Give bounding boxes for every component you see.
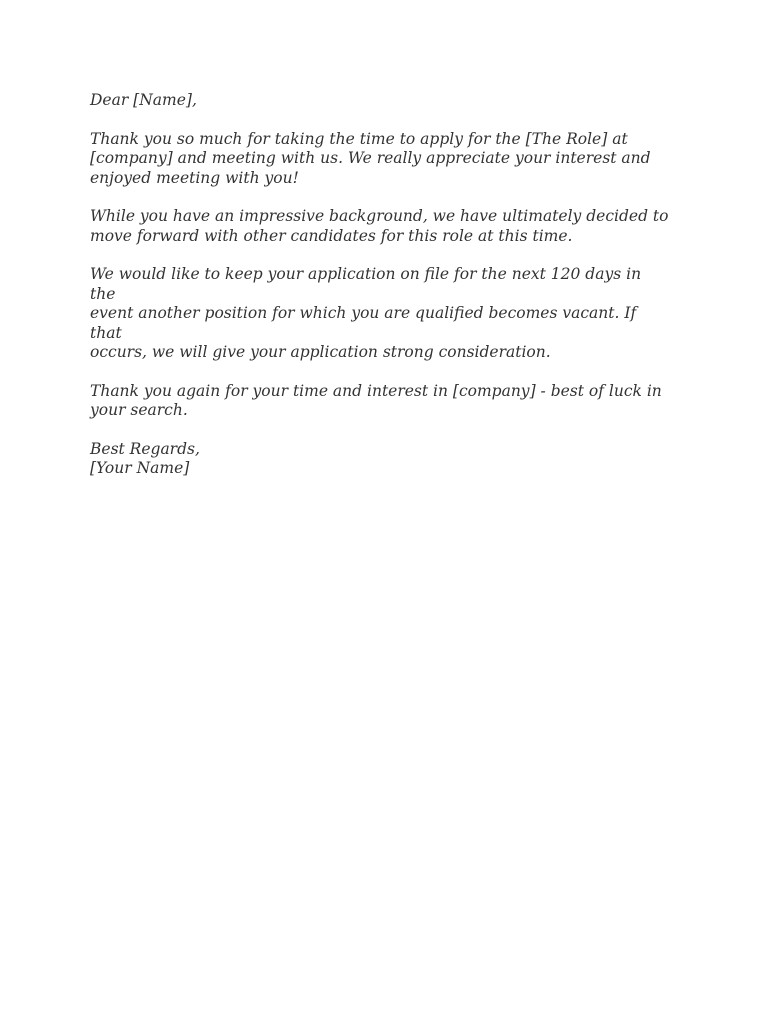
paragraph-thank-you: Thank you so much for taking the time to apply for the [The Role] at [company] and meeting with us. We really appreciate your interest and enjoyed meeting with you! — [90, 129, 651, 187]
salutation: Dear [Name], — [90, 91, 197, 109]
signature: [Your Name] — [90, 459, 190, 477]
letter-body — [90, 91, 670, 479]
paragraph-decision: While you have an impressive background, we have ultimately decided to move forward with other candidates for this role at this time. — [90, 207, 669, 245]
paragraph-keep-on-file: We would like to keep your application on file for the next 120 days in the event another position for which you are qualified becomes vacant. If that occurs, we will give your application strong consideration. — [90, 265, 642, 361]
paragraph-closing-thanks: Thank you again for your time and interest in [company] - best of luck in your search. — [90, 381, 662, 419]
closing: Best Regards, — [90, 439, 200, 458]
